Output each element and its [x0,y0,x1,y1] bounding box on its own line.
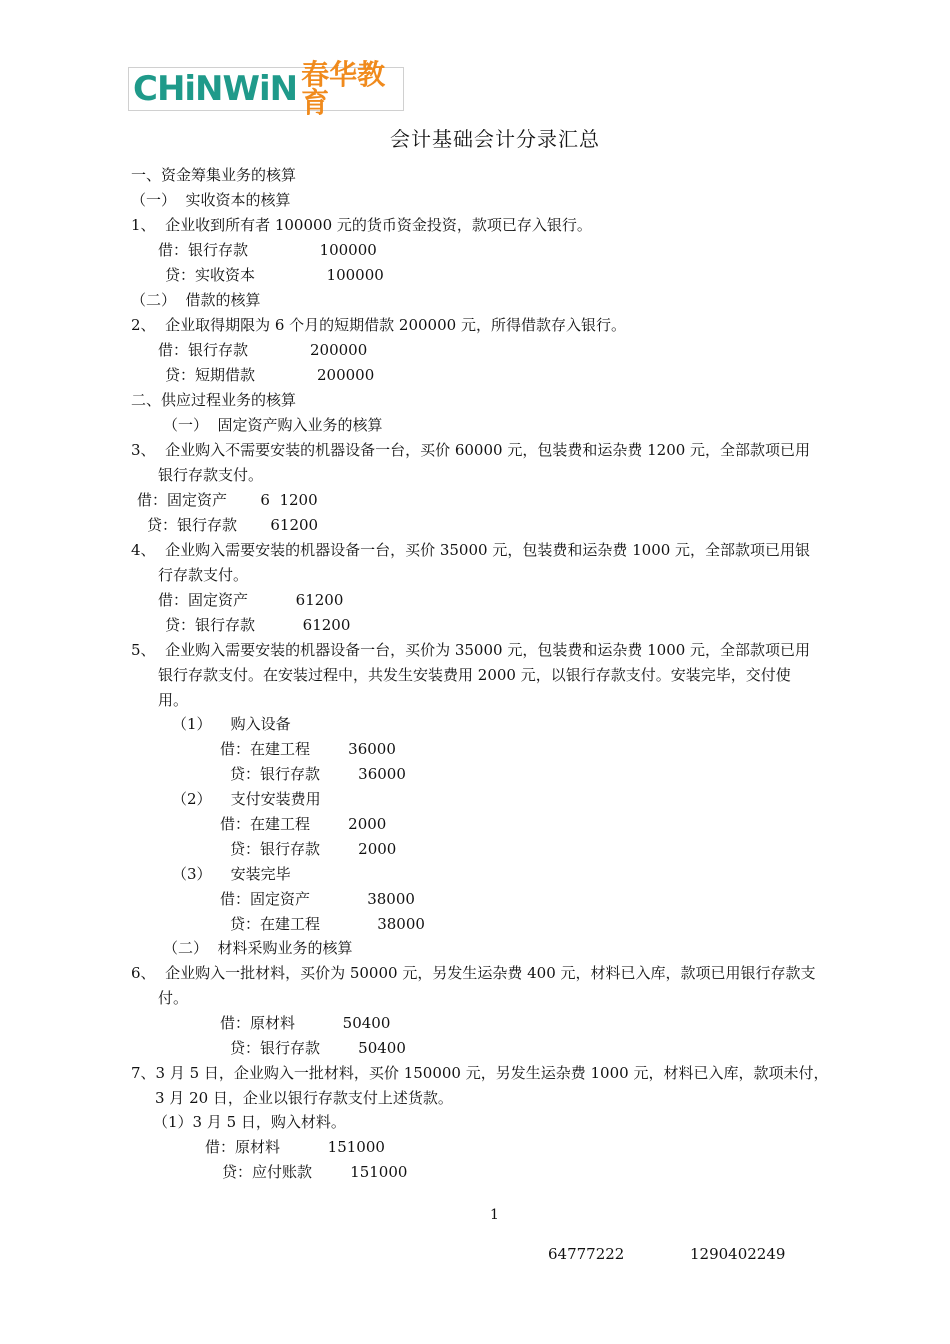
text-line: 7、3 月 5 日，企业购入一批材料，买价 150000 元，另发生运杂费 1000 元，材料已入库，款项未付， [131,1064,829,1082]
text-line: 4、 企业购入需要安装的机器设备一台，买价 35000 元，包装费和运杂费 1000 元，全部款项已用银 [131,541,811,559]
text-line: 1、 企业收到所有者 100000 元的货币资金投资，款项已存入银行。 [131,216,592,234]
footer-phone-2: 1290402249 [690,1245,786,1263]
brand-logo [128,58,404,119]
text-line: 6、 企业购入一批材料，买价为 50000 元，另发生运杂费 400 元，材料已入库，款项已用银行存款支 [131,964,816,982]
footer-phone-1: 64777222 [548,1245,625,1263]
text-line: （1） 购入设备 [172,715,291,733]
text-line: 5、 企业购入需要安装的机器设备一台，买价为 35000 元，包装费和运杂费 1000 元，全部款项已用 [131,641,811,659]
text-line: （一） 固定资产购入业务的核算 [163,416,383,434]
text-line: 贷：短期借款 200000 [165,366,375,384]
text-line: 二、供应过程业务的核算 [131,391,297,409]
text-line: 借：银行存款 100000 [158,241,377,259]
text-line: 用。 [158,691,189,709]
text-line: （二） 借款的核算 [131,291,261,309]
text-line: 银行存款支付。在安装过程中，共发生安装费用 2000 元，以银行存款支付。安装完毕，交付使 [158,666,791,684]
text-line: 贷：银行存款 2000 [230,840,397,858]
text-line: 借：在建工程 36000 [220,740,396,758]
logo-text-cn: 春华教育 [301,58,386,119]
text-line: 贷：在建工程 38000 [230,915,425,933]
text-line: 2、 企业取得期限为 6 个月的短期借款 200000 元，所得借款存入银行。 [131,316,626,334]
text-line: 贷：应付账款 151000 [222,1163,408,1181]
text-line: （3） 安装完毕 [172,865,291,883]
text-line: （1）3 月 5 日，购入材料。 [153,1113,346,1131]
text-line: 借：固定资产 6 1200 [137,491,318,509]
text-line: 贷：实收资本 100000 [165,266,384,284]
text-line: 贷：银行存款 61200 [147,516,319,534]
text-line: 贷：银行存款 36000 [230,765,406,783]
text-line: 借：原材料 151000 [205,1138,385,1156]
text-line: 付。 [158,989,189,1007]
text-line: 一、资金筹集业务的核算 [131,166,297,184]
text-line: 借：在建工程 2000 [220,815,387,833]
text-line: 借：银行存款 200000 [158,341,368,359]
text-line: 3 月 20 日，企业以银行存款支付上述货款。 [155,1089,453,1107]
text-line: 借：固定资产 38000 [220,890,415,908]
text-line: 借：固定资产 61200 [158,591,344,609]
text-line: 银行存款支付。 [158,466,264,484]
logo-text-en: CHiNWiN [133,69,298,109]
text-line: 借：原材料 50400 [220,1014,391,1032]
text-line: （二） 材料采购业务的核算 [163,939,353,957]
page-number: 1 [490,1207,499,1223]
document-title: 会计基础会计分录汇总 [390,127,600,151]
text-line: 3、 企业购入不需要安装的机器设备一台，买价 60000 元，包装费和运杂费 1200 元，全部款项已用 [131,441,811,459]
text-line: 贷：银行存款 50400 [230,1039,406,1057]
text-line: （一） 实收资本的核算 [131,191,291,209]
text-line: （2） 支付安装费用 [172,790,321,808]
text-line: 行存款支付。 [158,566,249,584]
text-line: 贷：银行存款 61200 [165,616,351,634]
